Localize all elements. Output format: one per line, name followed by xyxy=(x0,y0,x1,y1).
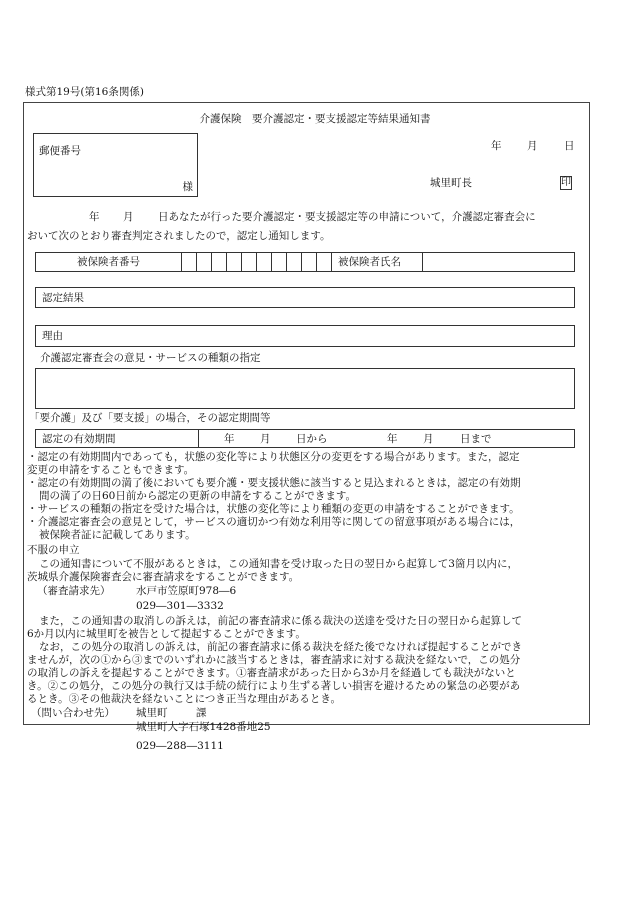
validity-period-field[interactable] xyxy=(198,430,576,447)
insured-number-digit[interactable] xyxy=(301,253,316,271)
period-heading: 「要介護」及び「要支援」の場合，その認定期間等 xyxy=(29,412,271,424)
period-to-year: 年 xyxy=(387,433,398,445)
intro-year: 年 xyxy=(89,211,100,223)
insured-number-digit[interactable] xyxy=(256,253,271,271)
insured-number-digit[interactable] xyxy=(316,253,331,271)
insured-number-label: 被保険者番号 xyxy=(77,256,140,268)
document-title: 介護保険 要介護認定・要支援認定等結果通知書 xyxy=(199,113,431,125)
seal-mark: 印 xyxy=(561,177,571,188)
note-line: ・認定の有効期間内であっても，状態の変化等により状態区分の変更をする場合があります。また，認定 xyxy=(27,451,520,463)
cert-result-field[interactable] xyxy=(35,287,575,308)
cert-result-label: 認定結果 xyxy=(42,292,84,304)
validity-period-row xyxy=(35,429,575,448)
form-number: 様式第19号(第16条関係) xyxy=(25,86,144,98)
contact-dept-suffix: 課 xyxy=(196,707,207,719)
issuer-name: 城里町長 xyxy=(430,177,472,189)
note-line: 変更の申請をすることもできます。 xyxy=(27,464,195,476)
intro-text-line2: おいて次のとおり審査判定されましたので，認定し通知します。 xyxy=(27,230,331,242)
period-from-month: 月 xyxy=(260,433,271,445)
contact-phone: 029―288―3111 xyxy=(136,740,224,752)
period-from-year: 年 xyxy=(224,433,235,445)
appeal-line: 茨城県介護保険審査会に審査請求をすることができます。 xyxy=(27,571,300,583)
period-from-day: 日から xyxy=(296,433,328,445)
insured-number-digit[interactable] xyxy=(271,253,286,271)
note-line: ・認定の有効期間の満了後においても要介護・要支援状態に該当すると見込まれるときは，認定の有効期 xyxy=(27,477,521,489)
insured-name-field[interactable] xyxy=(422,253,576,271)
appeal-line: るとき。③その他裁決を経ないことにつき正当な理由があるとき。 xyxy=(27,693,341,705)
contact-label: （問い合わせ先） xyxy=(31,707,115,719)
validity-period-label: 認定の有効期間 xyxy=(42,433,116,445)
honorific-sama: 様 xyxy=(182,181,193,193)
intro-month: 月 xyxy=(123,211,134,223)
review-label: （審査請求先） xyxy=(37,585,111,597)
contact-town: 城里町 xyxy=(136,707,168,719)
appeal-line: また，この通知書の取消しの訴えは，前記の審査請求に係る裁決の送達を受けた日の翌日から起算して xyxy=(39,615,522,627)
opinion-field[interactable] xyxy=(35,368,575,409)
appeal-heading: 不服の申立 xyxy=(27,544,80,556)
review-address: 水戸市笠原町978―6 xyxy=(136,585,237,597)
appeal-line: ませんが，次の①から③までのいずれかに該当するときは，審査請求に対する裁決を経ないで，この処分 xyxy=(27,654,521,666)
opinion-label: 介護認定審査会の意見・サービスの種類の指定 xyxy=(40,352,261,364)
insured-number-digit[interactable] xyxy=(196,253,211,271)
reason-label: 理由 xyxy=(42,330,63,342)
postal-code-label: 郵便番号 xyxy=(39,145,81,157)
contact-address: 城里町大字石塚1428番地25 xyxy=(136,721,271,733)
insured-number-digit[interactable] xyxy=(241,253,256,271)
review-phone: 029―301―3332 xyxy=(136,600,224,612)
date-month: 月 xyxy=(527,140,538,152)
period-to-day: 日まで xyxy=(460,433,492,445)
insured-number-digit[interactable] xyxy=(211,253,226,271)
appeal-line: なお，この処分の取消しの訴えは，前記の審査請求に係る裁決を経た後でなければ提起することができ xyxy=(39,641,522,653)
appeal-line: の取消しの訴えを提起することができます。①審査請求があった日から3か月を経過しても裁決がないと xyxy=(27,667,516,679)
insured-number-digit[interactable] xyxy=(226,253,241,271)
reason-field[interactable] xyxy=(35,325,575,347)
date-day: 日 xyxy=(564,140,575,152)
insured-row xyxy=(35,252,575,272)
appeal-line: この通知書について不服があるときは，この通知書を受け取った日の翌日から起算して3箇月以内に， xyxy=(39,558,518,570)
address-box[interactable] xyxy=(33,133,198,197)
date-year: 年 xyxy=(491,140,502,152)
note-line: 被保険者証に記載してあります。 xyxy=(39,529,196,541)
insured-number-digit[interactable] xyxy=(181,253,196,271)
note-line: ・介護認定審査会の意見として，サービスの適切かつ有効な利用等に関しての留意事項がある場合には， xyxy=(27,516,521,528)
intro-text-line1: 日あなたが行った要介護認定・要支援認定等の申請について，介護認定審査会に xyxy=(158,211,536,223)
appeal-line: き。②この処分，この処分の執行又は手続の続行により生ずる著しい損害を避けるための緊急の必要があ xyxy=(27,680,521,692)
insured-name-label: 被保険者氏名 xyxy=(338,256,401,268)
insured-number-digit[interactable] xyxy=(286,253,301,271)
note-line: 間の満了の日60日前から認定の更新の申請をすることができます。 xyxy=(39,490,357,502)
note-line: ・サービスの種類の指定を受けた場合は，状態の変化等により種類の変更の申請をすることができます。 xyxy=(27,503,520,515)
appeal-line: 6か月以内に城里町を被告として提起することができます。 xyxy=(27,628,306,640)
period-to-month: 月 xyxy=(423,433,434,445)
